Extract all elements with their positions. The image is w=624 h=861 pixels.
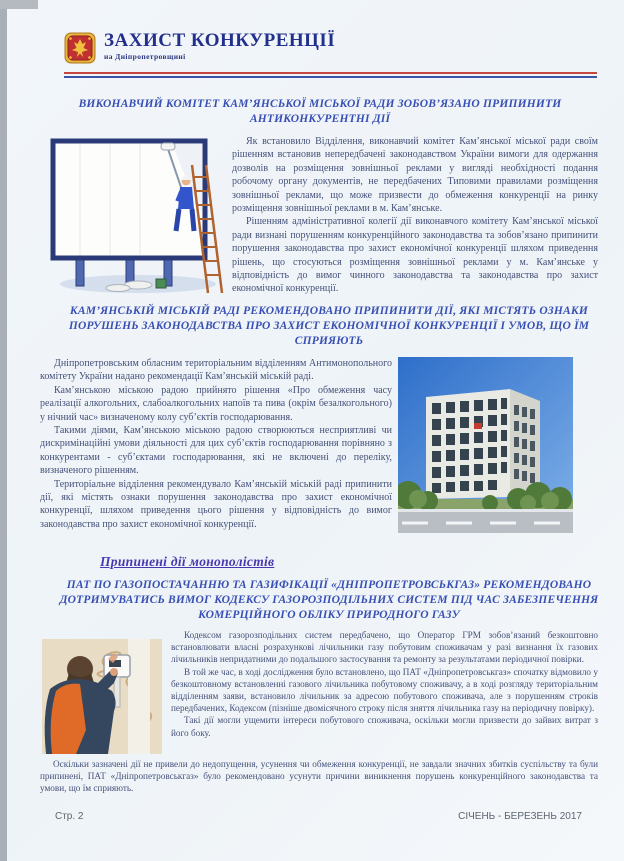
paragraph: Такі дії могли ущемити інтереси побутового споживача, оскільки могли призвести до зайвих витрат з його боку. xyxy=(171,715,598,738)
article3-body xyxy=(40,629,598,795)
paragraph: Рішенням адміністративної колегії дії виконавчого комітету Кам’янської міської ради визнані порушенням конкуренційного законодавства та зобов’язано припинити порушення законодавства про захист економічної конкуренції шляхом приведення рішень, що стосуються розміщення зовнішньої реклами у м. Кам’янське у відповідність до вимог чинного законодавства та законодавства про захист економічної конкуренції. xyxy=(232,216,598,295)
article1-text xyxy=(232,135,598,297)
paragraph: Кодексом газорозподільних систем передбачено, що Оператор ГРМ зобов’язаний безкоштовно встановлювати власні розрахункові лічильники газу побутовим споживачам у разі визнання їх газових лічильників непридатними до подальшого застосування та ремонту за результатами періодичної повірки. xyxy=(171,630,598,665)
office-building-photo xyxy=(398,357,573,533)
paragraph: Територіальне відділення рекомендувало Кам’янській міській раді припинити дії, які містять ознаки порушення законодавства про захист економічної конкуренції, шляхом приведення цього рішення у відповідність до вимог законодавства про захист економічної конкуренції. xyxy=(40,478,392,530)
article2-heading: КАМ’ЯНСЬКІЙ МІСЬКІЙ РАДІ РЕКОМЕНДОВАНО ПРИПИНИТИ ДІЇ, ЯКІ МІСТЯТЬ ОЗНАКИ ПОРУШЕНЬ ЗАКОНОДАВСТВА ПРО ЗАХИСТ ЕКОНОМІЧНОЇ КОНКУРЕНЦІЇ І УМОВ, ЩО ЇМ СПРИЯЮТЬ xyxy=(68,305,590,347)
billboard-worker-illustration xyxy=(40,135,226,297)
paragraph: Дніпропетровським обласним територіальним відділенням Антимонопольного комітету України надано рекомендації Кам’янській міській раді. xyxy=(40,358,392,383)
gas-meter-technician-photo xyxy=(42,639,162,754)
paragraph: Кам’янською міською радою прийнято рішення «Про обмеження часу реалізації алкогольних, слабоалкогольних напоїв та пива (окрім безалкогольного) у нічний час» визначеному колу суб’єктів господарювання. xyxy=(40,384,392,423)
masthead xyxy=(64,30,598,70)
article3-heading: ПАТ ПО ГАЗОПОСТАЧАННЮ ТА ГАЗИФІКАЦІЇ «ДНІПРОПЕТРОВСЬКГАЗ» РЕКОМЕНДОВАНО ДОТРИМУВАТИСЬ ВИМОГ КОДЕКСУ ГАЗОРОЗПОДІЛЬНИХ СИСТЕМ ПІД ЧАС ЗАБЕЗПЕЧЕННЯ КОМЕРЦІЙНОГО ОБЛІКУ ПРИРОДНОГО ГАЗУ xyxy=(59,579,599,621)
article1-heading: ВИКОНАВЧИЙ КОМІТЕТ КАМ’ЯНСЬКОЇ МІСЬКОЇ РАДИ ЗОБОВ’ЯЗАНО ПРИПИНИТИ АНТИКОНКУРЕНТНІ ДІЇ xyxy=(78,98,562,125)
article2-body xyxy=(40,357,598,533)
paragraph: Такими діями, Кам’янською міською радою створюються несприятливі чи дискримінаційні умови діяльності для цих суб’єктів господарювання порівняно з конкурентами - суб’єктами господарювання, які не включені до переліку, визначеного рішенням. xyxy=(40,425,392,477)
section-heading-monopolists: Припинені дії монополістів xyxy=(100,554,275,569)
masthead-rule-blue xyxy=(64,76,597,78)
masthead-rule-red xyxy=(64,72,597,74)
issue-date: СІЧЕНЬ - БЕРЕЗЕНЬ 2017 xyxy=(458,810,582,822)
scan-edge-corner xyxy=(0,0,38,9)
article2-text xyxy=(40,357,392,533)
article1-body xyxy=(40,135,598,297)
paragraph: Як встановило Відділення, виконавчий комітет Кам’янської міської ради своїм рішенням встановив непередбачені законодавством України вимоги для одержання дозволів на розміщення зовнішньої реклами у вигляді необхідності подання робочому органу документів, не передбачених Типовими правилами розміщення зовнішньої реклами, що може призвести до обмеження конкуренції на ринку розміщення зовнішньої реклами в м. Кам’янське. xyxy=(232,136,598,215)
newsletter-subtitle: на Дніпропетровщині xyxy=(104,52,186,61)
newsletter-title: ЗАХИСТ КОНКУРЕНЦІЇ xyxy=(104,30,336,51)
page-number: Стр. 2 xyxy=(55,810,84,822)
paragraph: Оскільки зазначені дії не привели до недопущення, усунення чи обмеження конкуренції, не завдали значних збитків суспільству та були припинені, ПАТ «Дніпропетровськгаз» було рекомендовано усунути причини виникнення порушень конкуренційного законодавства та умови, що їм сприяють. xyxy=(40,759,598,794)
page-footer xyxy=(55,811,582,822)
paragraph: В той же час, в ході дослідження було встановлено, що ПАТ «Дніпропетровськгаз» спочатку відмовило у безкоштовному встановленні газового лічильника побутовому споживачу, а в ході розгляду територіальним відділенням заяви, встановило лічильник за адресою побутового споживача, але з порушенням строків передбачених, Кодексом (пізніше двомісячного строку після зняття лічильника газу на періодичну повірку). xyxy=(171,666,598,714)
coat-of-arms-icon xyxy=(64,32,96,64)
